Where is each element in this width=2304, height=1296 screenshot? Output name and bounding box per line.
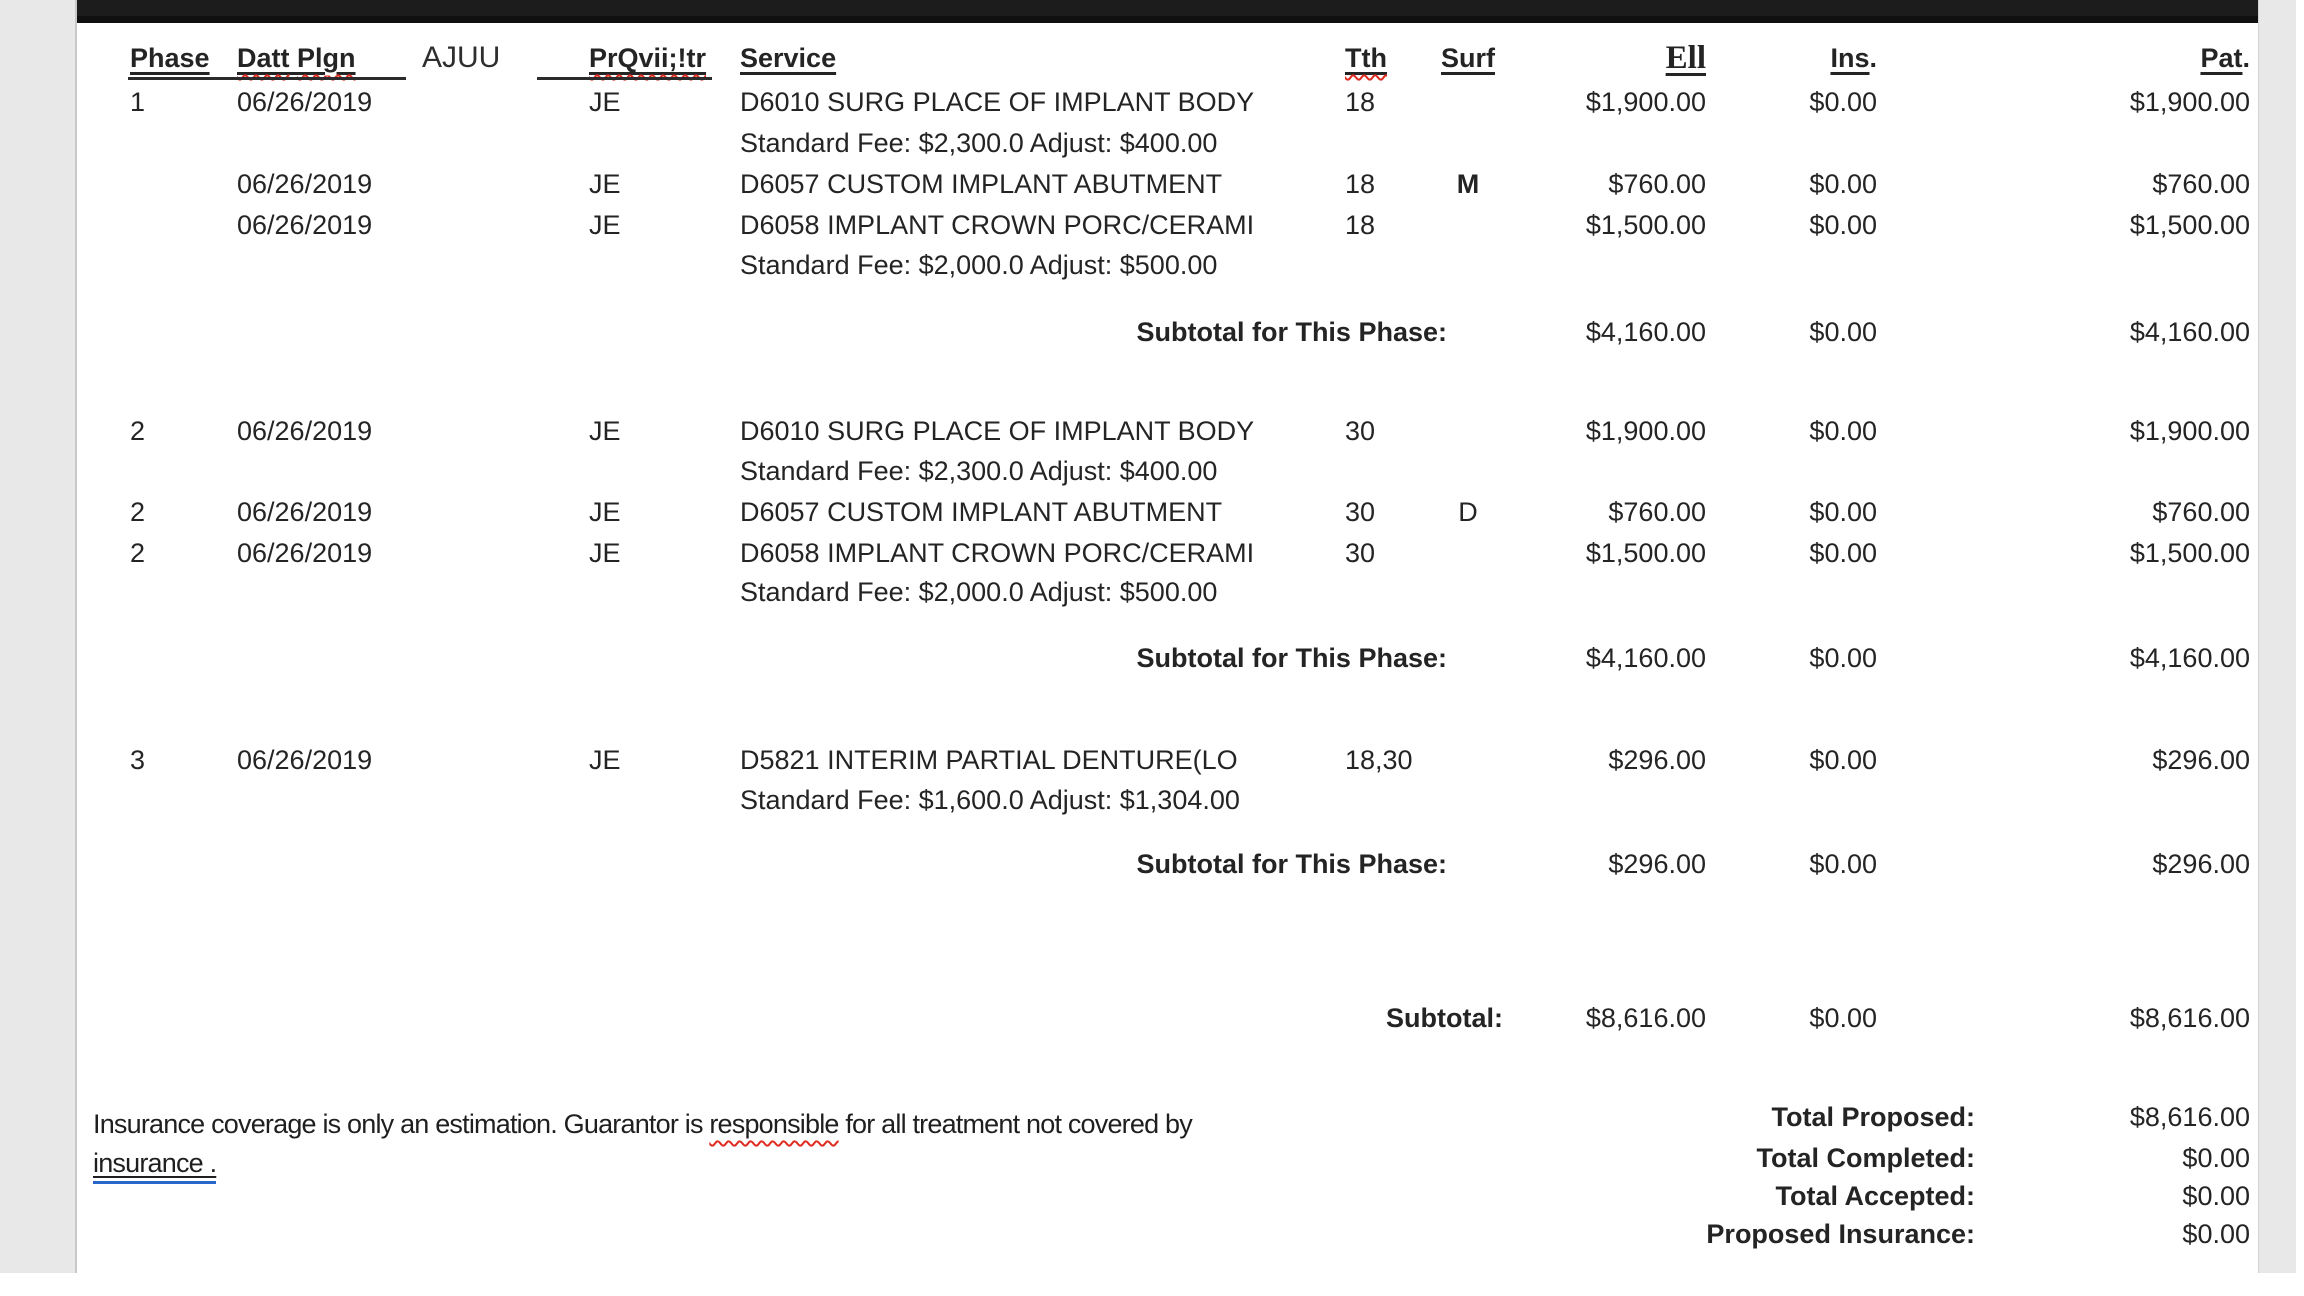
totals-row: [77, 1216, 2258, 1252]
totals-row: [77, 1099, 2258, 1135]
patient-cell: $760.00: [2152, 169, 2250, 199]
insurance-cell: $0.00: [1809, 849, 1877, 879]
insurance-cell: $0.00: [1809, 538, 1877, 568]
service-cell: D6058 IMPLANT CROWN PORC/CERAMI: [740, 538, 1255, 568]
total-value: $0.00: [2182, 1143, 2250, 1173]
service-row: [77, 207, 2258, 243]
tooth-cell: 18: [1345, 169, 1376, 199]
standard-fee-note: Standard Fee: $2,000.0 Adjust: $500.00: [740, 250, 1218, 280]
total-value: $0.00: [2182, 1219, 2250, 1249]
subtotal-label: Subtotal for This Phase:: [1136, 849, 1447, 879]
standard-fee-note: Standard Fee: $2,300.0 Adjust: $400.00: [740, 456, 1218, 486]
insurance-cell: $0.00: [1809, 317, 1877, 347]
service-row: [77, 166, 2258, 202]
insurance-cell: $0.00: [1809, 1003, 1877, 1033]
tooth-cell: 30: [1345, 497, 1376, 527]
phase-subtotal-row: [77, 846, 2258, 882]
service-row: [77, 413, 2258, 449]
header-underline-rule: [128, 77, 406, 80]
standard-fee-note: Standard Fee: $1,600.0 Adjust: $1,304.00: [740, 785, 1240, 815]
fee-cell: $4,160.00: [1585, 317, 1706, 347]
column-header-fee: Ell: [1665, 40, 1706, 76]
viewer-right-margin: [2258, 0, 2296, 1273]
patient-cell: $4,160.00: [2129, 317, 2250, 347]
surface-cell: M: [1456, 169, 1480, 199]
fee-cell: $1,900.00: [1585, 416, 1706, 446]
date-cell: 06/26/2019: [237, 210, 373, 240]
service-cell: D6058 IMPLANT CROWN PORC/CERAMI: [740, 210, 1255, 240]
phase-cell: 1: [130, 87, 146, 117]
insurance-cell: $0.00: [1809, 745, 1877, 775]
patient-cell: $4,160.00: [2129, 643, 2250, 673]
patient-cell: $760.00: [2152, 497, 2250, 527]
misspelled-word: Tth: [1345, 43, 1387, 73]
service-row: [77, 84, 2258, 120]
service-cell: D6057 CUSTOM IMPLANT ABUTMENT: [740, 169, 1223, 199]
date-cell: 06/26/2019: [237, 497, 373, 527]
column-header-ajuu: AJUU: [422, 41, 501, 74]
provider-cell: JE: [589, 169, 621, 199]
fee-cell: $760.00: [1608, 169, 1706, 199]
fee-cell: $8,616.00: [1585, 1003, 1706, 1033]
patient-cell: $296.00: [2152, 849, 2250, 879]
standard-fee-note: Standard Fee: $2,000.0 Adjust: $500.00: [740, 577, 1218, 607]
subtotal-label: Subtotal for This Phase:: [1136, 643, 1447, 673]
date-cell: 06/26/2019: [237, 538, 373, 568]
column-header-service: Service: [740, 43, 837, 73]
column-header-provider: [589, 40, 706, 76]
provider-cell: JE: [589, 416, 621, 446]
patient-cell: $1,900.00: [2129, 416, 2250, 446]
service-row: [77, 535, 2258, 571]
misspelled-word: responsible: [709, 1109, 839, 1139]
patient-cell: $296.00: [2152, 745, 2250, 775]
date-cell: 06/26/2019: [237, 745, 373, 775]
grand-subtotal-row: [77, 1000, 2258, 1036]
fee-cell: $760.00: [1608, 497, 1706, 527]
total-label: Total Proposed:: [1771, 1102, 1975, 1132]
totals-row: [77, 1178, 2258, 1214]
provider-cell: JE: [589, 497, 621, 527]
total-label: Total Accepted:: [1775, 1181, 1975, 1211]
column-header-tooth: [1345, 40, 1387, 76]
phase-cell: 2: [130, 538, 146, 568]
tooth-cell: 30: [1345, 538, 1376, 568]
total-label: Proposed Insurance:: [1706, 1219, 1975, 1249]
fee-cell: $1,900.00: [1585, 87, 1706, 117]
insurance-cell: $0.00: [1809, 169, 1877, 199]
fee-cell: $1,500.00: [1585, 538, 1706, 568]
document-page: [77, 0, 2258, 1296]
total-value: $8,616.00: [2129, 1102, 2250, 1132]
patient-cell: $1,500.00: [2129, 538, 2250, 568]
service-cell: D6057 CUSTOM IMPLANT ABUTMENT: [740, 497, 1223, 527]
standard-fee-note: Standard Fee: $2,300.0 Adjust: $400.00: [740, 128, 1218, 158]
phase-cell: 2: [130, 497, 146, 527]
provider-cell: JE: [589, 745, 621, 775]
tooth-cell: 18: [1345, 210, 1376, 240]
tooth-cell: 18,30: [1345, 745, 1413, 775]
insurance-cell: $0.00: [1809, 210, 1877, 240]
service-cell: D6010 SURG PLACE OF IMPLANT BODY: [740, 416, 1255, 446]
tooth-cell: 30: [1345, 416, 1376, 446]
patient-cell: $8,616.00: [2129, 1003, 2250, 1033]
column-header-date: [237, 40, 356, 76]
subtotal-label: Subtotal:: [1386, 1003, 1503, 1033]
phase-cell: 3: [130, 745, 146, 775]
phase-cell: 2: [130, 416, 146, 446]
surface-cell: D: [1458, 497, 1478, 527]
service-row: [77, 494, 2258, 530]
misspelled-word: Datt: [237, 43, 290, 73]
provider-cell: JE: [589, 538, 621, 568]
insurance-underlined-word: insurance .: [93, 1148, 216, 1184]
insurance-disclaimer-line1: Insurance coverage is only an estimation. Guarantor is responsible for all treatment not covered by: [93, 1109, 1192, 1139]
service-cell: D6010 SURG PLACE OF IMPLANT BODY: [740, 87, 1255, 117]
tooth-cell: 18: [1345, 87, 1376, 117]
column-header-phase: Phase: [130, 43, 210, 73]
patient-cell: $1,500.00: [2129, 210, 2250, 240]
date-cell: 06/26/2019: [237, 416, 373, 446]
fee-cell: $1,500.00: [1585, 210, 1706, 240]
subtotal-label: Subtotal for This Phase:: [1136, 317, 1447, 347]
fee-cell: $296.00: [1608, 745, 1706, 775]
phase-subtotal-row: [77, 314, 2258, 350]
phase-subtotal-row: [77, 640, 2258, 676]
service-cell: D5821 INTERIM PARTIAL DENTURE(LO: [740, 745, 1238, 775]
insurance-cell: $0.00: [1809, 416, 1877, 446]
fee-cell: $296.00: [1608, 849, 1706, 879]
fee-cell: $4,160.00: [1585, 643, 1706, 673]
column-header-surface: Surf: [1441, 43, 1495, 73]
service-row: [77, 742, 2258, 778]
header-underline-rule: [537, 77, 712, 80]
insurance-cell: $0.00: [1809, 87, 1877, 117]
provider-cell: JE: [589, 210, 621, 240]
total-label: Total Completed:: [1756, 1143, 1975, 1173]
insurance-cell: $0.00: [1809, 497, 1877, 527]
table-header-row: [77, 40, 2258, 76]
total-value: $0.00: [2182, 1181, 2250, 1211]
totals-row: [77, 1140, 2258, 1176]
column-header-insurance: Ins.: [1830, 43, 1877, 73]
insurance-cell: $0.00: [1809, 643, 1877, 673]
misspelled-word: Plgn: [297, 43, 356, 73]
column-header-patient: Pat.: [2200, 43, 2250, 73]
patient-cell: $1,900.00: [2129, 87, 2250, 117]
viewer-left-margin: [0, 0, 77, 1273]
footer-separator-line: [77, 16, 2258, 23]
provider-cell: JE: [589, 87, 621, 117]
date-cell: 06/26/2019: [237, 169, 373, 199]
date-cell: 06/26/2019: [237, 87, 373, 117]
misspelled-word: PrQvii;!tr: [589, 43, 707, 73]
